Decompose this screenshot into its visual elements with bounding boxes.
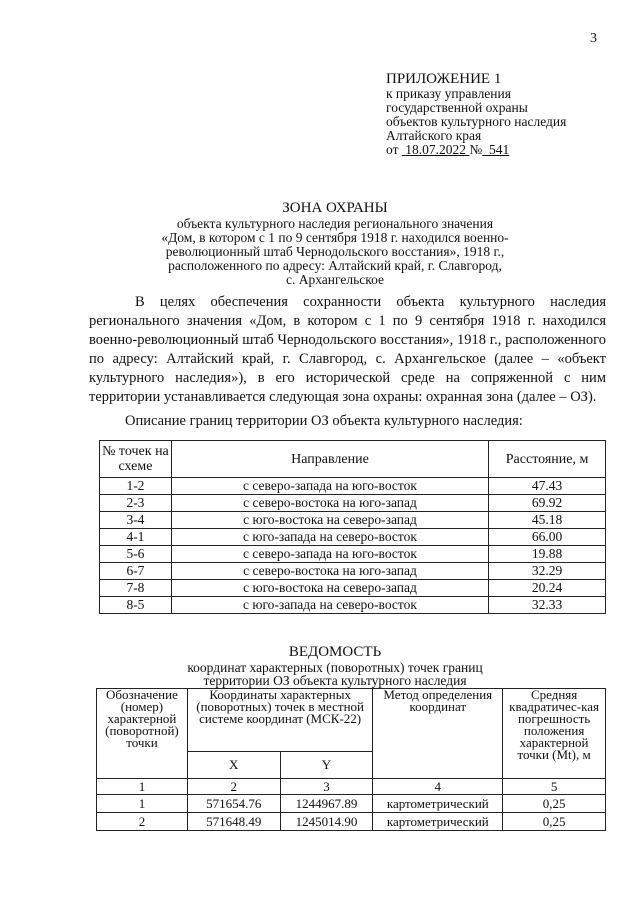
table-row bbox=[100, 495, 606, 512]
table-row bbox=[97, 795, 606, 813]
table-caption: Описание границ территории ОЗ объекта культурного наследия: bbox=[125, 413, 523, 429]
cell-y: 1245014.90 bbox=[280, 813, 373, 831]
cell-x: 571654.76 bbox=[187, 795, 280, 813]
zone-title: ЗОНА ОХРАНЫ bbox=[282, 200, 388, 216]
order-date: 18.07.2022 bbox=[405, 142, 466, 157]
vedomost-line: территории ОЗ объекта культурного наследия bbox=[203, 673, 467, 688]
cell-method: картометрический bbox=[373, 795, 503, 813]
header-points: № точек на схеме bbox=[100, 441, 172, 478]
table-row bbox=[100, 580, 606, 597]
cell-error: 0,25 bbox=[503, 813, 606, 831]
header-mean-error: Средняя квадратичес-кая погрешность положения характерной точки (Mt), м bbox=[503, 689, 606, 779]
zone-line: расположенного по адресу: Алтайский край, г. Славгород, bbox=[168, 258, 502, 273]
directions-table bbox=[99, 440, 606, 614]
cell-points: 6-7 bbox=[100, 563, 172, 580]
column-number: 3 bbox=[280, 779, 373, 795]
order-prefix: от bbox=[386, 142, 399, 157]
cell-direction: с северо-востока на юго-запад bbox=[171, 495, 488, 512]
header-method: Метод определения координат bbox=[373, 689, 503, 779]
appendix-line: к приказу управления bbox=[386, 86, 511, 101]
table-row bbox=[100, 478, 606, 495]
zone-line: с. Архангельское bbox=[285, 272, 385, 287]
table-row bbox=[100, 512, 606, 529]
zone-line: объекта культурного наследия регионального значения bbox=[176, 216, 494, 231]
column-number: 1 bbox=[97, 779, 188, 795]
header-direction: Направление bbox=[171, 441, 488, 478]
cell-distance: 69.92 bbox=[489, 495, 606, 512]
header-y: Y bbox=[280, 752, 373, 779]
table-row bbox=[100, 529, 606, 546]
zone-line: «Дом, в котором с 1 по 9 сентября 1918 г. находился военно- bbox=[161, 230, 509, 245]
table-row bbox=[97, 813, 606, 831]
table-row bbox=[100, 563, 606, 580]
cell-distance: 45.18 bbox=[489, 512, 606, 529]
cell-direction: с юго-востока на северо-запад bbox=[171, 512, 488, 529]
cell-points: 2-3 bbox=[100, 495, 172, 512]
cell-y: 1244967.89 bbox=[280, 795, 373, 813]
cell-points: 8-5 bbox=[100, 597, 172, 614]
cell-direction: с северо-запада на юго-восток bbox=[171, 546, 488, 563]
cell-distance: 66.00 bbox=[489, 529, 606, 546]
cell-direction: с северо-востока на юго-запад bbox=[171, 563, 488, 580]
appendix-title: ПРИЛОЖЕНИЕ 1 bbox=[386, 71, 502, 87]
column-number: 4 bbox=[373, 779, 503, 795]
cell-points: 5-6 bbox=[100, 546, 172, 563]
cell-direction: с юго-востока на северо-запад bbox=[171, 580, 488, 597]
appendix-line: Алтайского края bbox=[386, 128, 482, 143]
cell-point-number: 1 bbox=[97, 795, 188, 813]
column-number: 5 bbox=[503, 779, 606, 795]
header-coordinates: Координаты характерных (поворотных) точек в местной системе координат (МСК-22) bbox=[187, 689, 373, 752]
appendix-line: государственной охраны bbox=[386, 100, 528, 115]
coordinates-table bbox=[96, 688, 606, 831]
table-header-row bbox=[100, 441, 606, 478]
column-number-row bbox=[97, 779, 606, 795]
cell-points: 4-1 bbox=[100, 529, 172, 546]
table-row bbox=[100, 597, 606, 614]
order-number: 541 bbox=[489, 142, 510, 157]
cell-distance: 20.24 bbox=[489, 580, 606, 597]
coords-header-row bbox=[97, 689, 606, 752]
vedomost-heading bbox=[150, 644, 520, 687]
cell-distance: 32.33 bbox=[489, 597, 606, 614]
cell-points: 1-2 bbox=[100, 478, 172, 495]
cell-point-number: 2 bbox=[97, 813, 188, 831]
header-point-designation: Обозначение (номер) характерной (поворотной) точки bbox=[97, 689, 188, 779]
cell-points: 7-8 bbox=[100, 580, 172, 597]
cell-distance: 19.88 bbox=[489, 546, 606, 563]
order-number-label: № bbox=[469, 142, 483, 157]
body-paragraph bbox=[89, 293, 606, 407]
appendix-header bbox=[386, 71, 566, 157]
table-row bbox=[100, 546, 606, 563]
header-x: X bbox=[187, 752, 280, 779]
header-distance: Расстояние, м bbox=[489, 441, 606, 478]
body-text: В целях обеспечения сохранности объекта культурного наследия регионального значения «Дом, в котором с 1 по 9 сентября 1918 г. находился военно-революционный штаб Чернодольского восстания», 1918 г., расположенного по адресу: Алтайский край, г. Славгород, с. Архангельское (далее – «объект культурного наследия»), в его исторической среде на сопряженной с ним территории устанавливается следующая зона охраны: охранная зона (далее – ОЗ). bbox=[89, 294, 606, 405]
appendix-line: объектов культурного наследия bbox=[386, 114, 567, 129]
cell-method: картометрический bbox=[373, 813, 503, 831]
vedomost-line: координат характерных (поворотных) точек границ bbox=[187, 660, 483, 675]
cell-direction: с северо-запада на юго-восток bbox=[171, 478, 488, 495]
page-number: 3 bbox=[590, 31, 597, 46]
column-number: 2 bbox=[187, 779, 280, 795]
cell-distance: 47.43 bbox=[489, 478, 606, 495]
cell-error: 0,25 bbox=[503, 795, 606, 813]
cell-x: 571648.49 bbox=[187, 813, 280, 831]
cell-distance: 32.29 bbox=[489, 563, 606, 580]
cell-points: 3-4 bbox=[100, 512, 172, 529]
order-line bbox=[386, 143, 566, 157]
vedomost-title: ВЕДОМОСТЬ bbox=[288, 644, 382, 660]
cell-direction: с юго-запада на северо-восток bbox=[171, 597, 488, 614]
cell-direction: с юго-запада на северо-восток bbox=[171, 529, 488, 546]
zone-heading bbox=[150, 200, 520, 287]
zone-line: революционный штаб Чернодольского восстания», 1918 г., bbox=[165, 244, 505, 259]
